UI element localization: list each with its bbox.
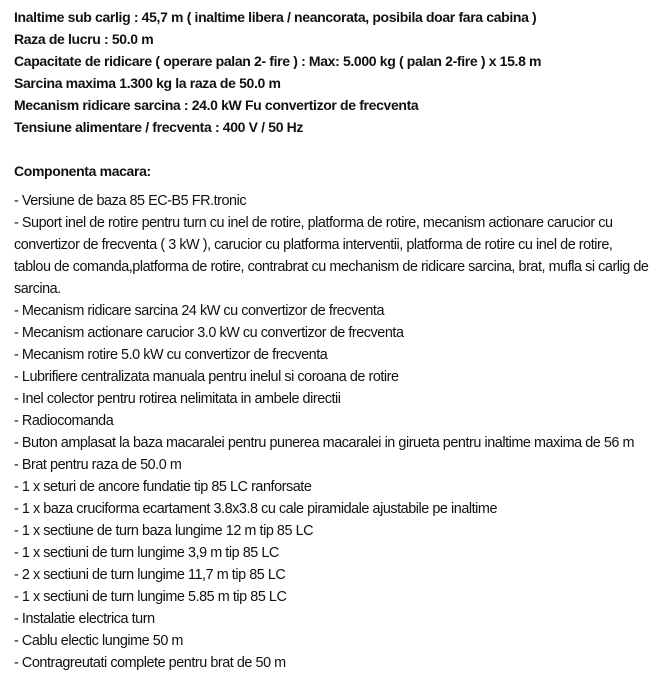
specs-block — [14, 6, 650, 138]
spec-hoist-mechanism: Mecanism ridicare sarcina : 24.0 kW Fu convertizor de frecventa — [14, 97, 419, 113]
list-item: - Mecanism ridicare sarcina 24 kW cu convertizor de frecventa — [14, 303, 385, 319]
list-item: - Mecanism actionare carucior 3.0 kW cu convertizor de frecventa — [14, 325, 404, 341]
list-item: - Contragreutati complete pentru brat de 50 m — [14, 655, 286, 671]
list-item: - Lubrifiere centralizata manuala pentru inelul si coroana de rotire — [14, 369, 399, 385]
list-item: - Versiune de baza 85 EC-B5 FR.tronic — [14, 193, 247, 209]
components-heading: Componenta macara: — [14, 163, 151, 179]
list-item: - 1 x sectiuni de turn lungime 3,9 m tip 85 LC — [14, 545, 279, 561]
spec-lifting-capacity: Capacitate de ridicare ( operare palan 2- fire ) : Max: 5.000 kg ( palan 2-fire ) x 15.8 m — [14, 53, 542, 69]
list-item: - Suport inel de rotire pentru turn cu inel de rotire, platforma de rotire, mecanism actionare carucior cu convertizor de frecventa ( 3 kW ), carucior cu platforma interventii, platforma de rotire cu inel de rotire, tablou de comanda,platforma de rotire, contrabrat cu mechanism de ridicare sarcina, brat, mufla si carlig de sarcina. — [14, 215, 649, 297]
list-item: - 1 x seturi de ancore fundatie tip 85 LC ranforsate — [14, 479, 312, 495]
list-item: - 1 x baza cruciforma ecartament 3.8x3.8 cu cale piramidale ajustabile pe inaltime — [14, 501, 498, 517]
list-item: - Brat pentru raza de 50.0 m — [14, 457, 182, 473]
list-item: - Cablu electic lungime 50 m — [14, 633, 183, 649]
list-item: - Instalatie electrica turn — [14, 611, 155, 627]
spec-hook-height: Inaltime sub carlig : 45,7 m ( inaltime libera / neancorata, posibila doar fara cabina ) — [14, 9, 537, 25]
crane-spec-document — [14, 6, 650, 674]
list-item: - 2 x sectiuni de turn lungime 11,7 m tip 85 LC — [14, 567, 286, 583]
list-item: - 1 x sectiune de turn baza lungime 12 m tip 85 LC — [14, 523, 314, 539]
list-item: - Inel colector pentru rotirea nelimitata in ambele directii — [14, 391, 341, 407]
spec-max-load-at-tip: Sarcina maxima 1.300 kg la raza de 50.0 m — [14, 75, 281, 91]
list-item: - Buton amplasat la baza macaralei pentru punerea macaralei in girueta pentru inaltime maxima de 56 m — [14, 435, 635, 451]
components-list — [14, 190, 650, 674]
spec-working-radius: Raza de lucru : 50.0 m — [14, 31, 154, 47]
spec-power-supply: Tensiune alimentare / frecventa : 400 V / 50 Hz — [14, 119, 304, 135]
list-item: - Radiocomanda — [14, 413, 114, 429]
list-item: - 1 x sectiuni de turn lungime 5.85 m tip 85 LC — [14, 589, 287, 605]
list-item: - Mecanism rotire 5.0 kW cu convertizor de frecventa — [14, 347, 328, 363]
